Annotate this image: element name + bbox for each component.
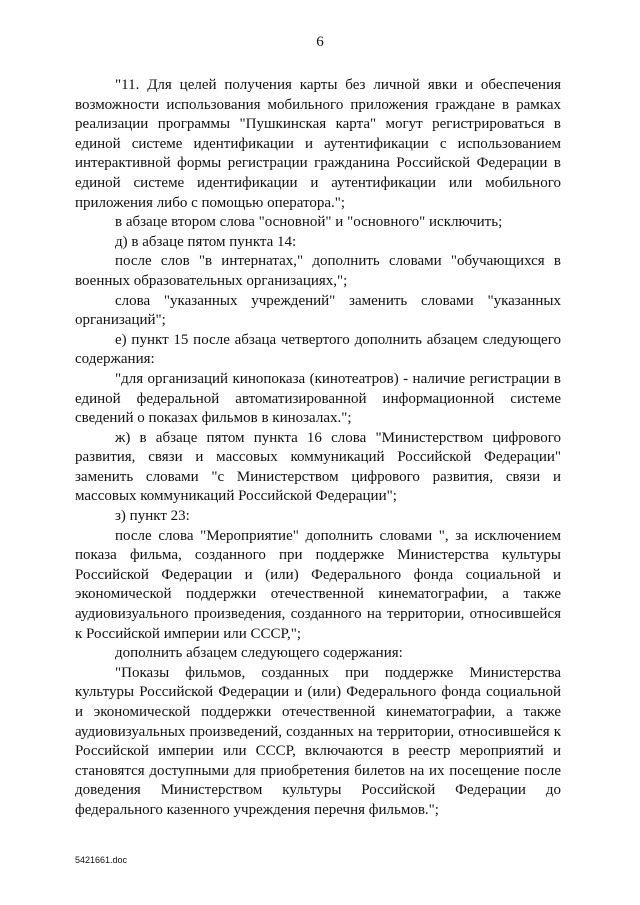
- paragraph-item-11-definition: "11. Для целей получения карты без личной явки и обеспечения возможности использования мобильного приложения граждане в рамках реализации программы "Пушкинская карта" могут регистрироваться в единой системе идентификации и аутентификации с использованием интерактивной формы регистрации гражданина Российской Федерации в единой системе идентификации и аутентификации или мобильного приложения либо с помощью оператора.";: [75, 77, 561, 211]
- paragraph-subitem-e: е) пункт 15 после абзаца четвертого дополнить абзацем следующего содержания:: [75, 331, 561, 368]
- paragraph-cinema-registration: "для организаций кинопоказа (кинотеатров) - наличие регистрации в единой федеральной автоматизированной информационной системе сведений о показах фильмов в кинозалах.";: [75, 370, 561, 427]
- paragraph-add-military-students: после слов "в интернатах," дополнить словами "обучающихся в военных образовательных организациях,";: [75, 253, 561, 289]
- footer-filename: 5421661.doc: [75, 855, 128, 865]
- paragraph-event-exception: после слова "Мероприятие" дополнить словами ", за исключением показа фильма, созданного при поддержке Министерства культуры Российской Федерации и (или) Федерального фонда социальной и экономической поддержки отечественной кинематографии, а также аудиовизуального произведения, созданного на территории, относившейся к Российской империи или СССР,";: [75, 527, 561, 642]
- page-number: 6: [316, 34, 324, 50]
- paragraph-subitem-d: д) в абзаце пятом пункта 14:: [115, 233, 297, 250]
- paragraph-add-content: дополнить абзацем следующего содержания:: [115, 645, 403, 662]
- paragraph-film-screenings: "Показы фильмов, созданных при поддержке Министерства культуры Российской Федерации и (или) Федерального фонда социальной и экономической поддержки отечественной кинематографии, а также аудиовизуальных произведений, созданных на территории, относившейся к Российской империи или СССР, включаются в реестр мероприятий и становятся доступными для приобретения билетов на их посещение после доведения Министерством культуры Российской Федерации до федерального казенного учреждения перечня фильмов.";: [75, 664, 561, 818]
- document-body: [75, 76, 561, 821]
- paragraph-subitem-zh: ж) в абзаце пятом пункта 16 слова "Министерством цифрового развития, связи и массовых коммуникаций Российской Федерации" заменить словами "с Министерством цифрового развития, связи и массовых коммуникаций Российской Федерации";: [75, 429, 561, 505]
- paragraph-replace-institutions: слова "указанных учреждений" заменить словами "указанных организаций";: [75, 292, 561, 329]
- paragraph-subitem-z: з) пункт 23:: [115, 508, 190, 525]
- paragraph-exclude-words: в абзаце втором слова "основной" и "основного" исключить;: [115, 214, 503, 231]
